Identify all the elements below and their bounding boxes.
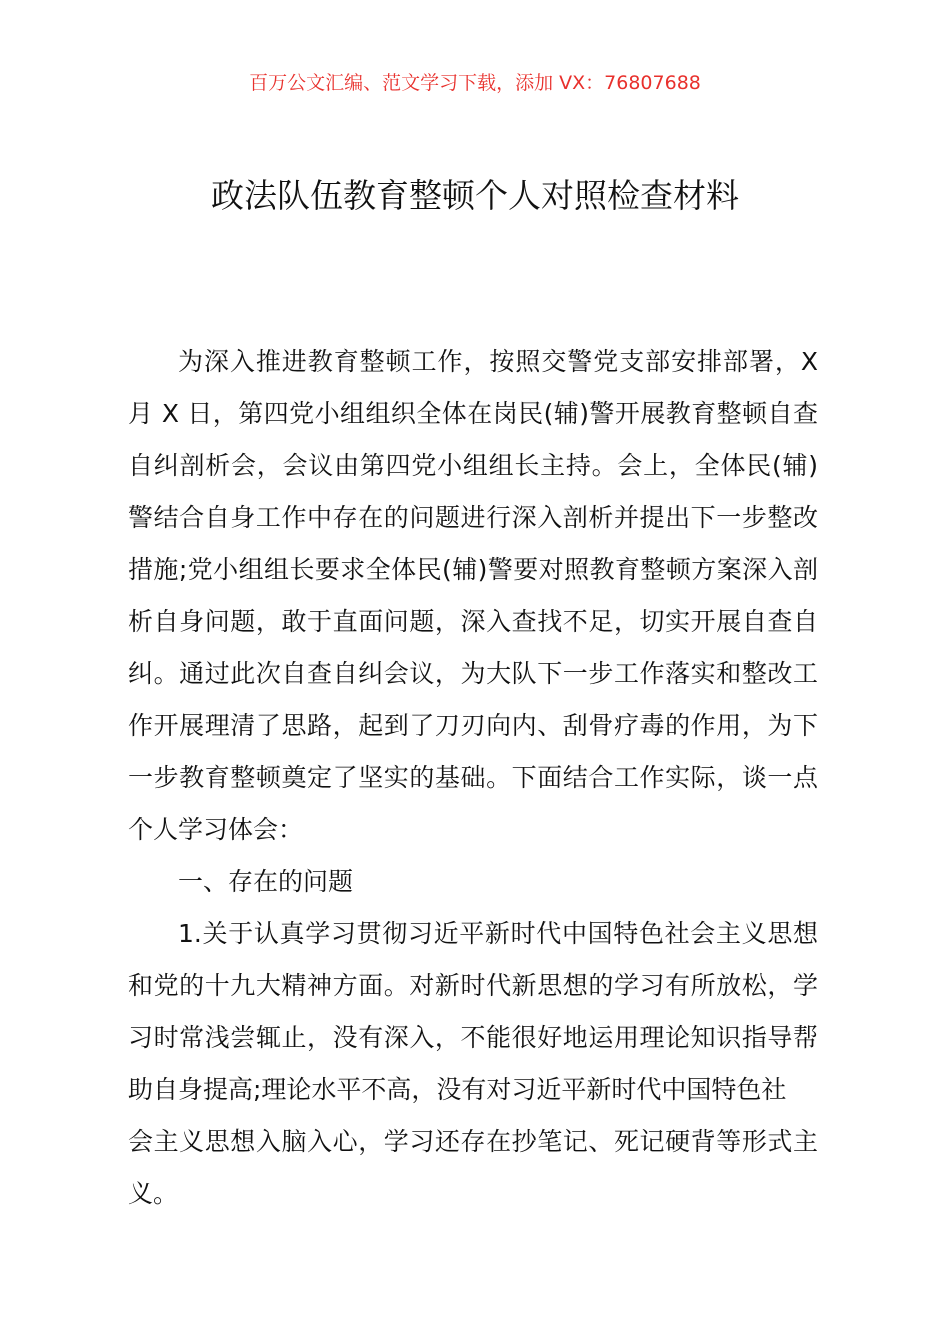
watermark-header: 百万公文汇编、范文学习下载，添加 VX：76807688: [249, 72, 701, 94]
body-line: 作开展理清了思路，起到了刀刃向内、刮骨疗毒的作用，为下: [128, 711, 818, 740]
body-line: 个人学习体会：: [128, 815, 304, 844]
body-line: 义。: [128, 1179, 179, 1208]
body-line: 析自身问题，敢于直面问题，深入查找不足，切实开展自查自: [128, 607, 818, 636]
body-line: 警结合自身工作中存在的问题进行深入剖析并提出下一步整改: [128, 503, 818, 532]
body-line: 和党的十九大精神方面。对新时代新思想的学习有所放松，学: [128, 971, 818, 1000]
body-line: 自纠剖析会，会议由第四党小组组长主持。会上，全体民(辅): [128, 451, 818, 480]
body-line: 一步教育整顿奠定了坚实的基础。下面结合工作实际，谈一点: [128, 763, 818, 792]
body-line: 习时常浅尝辄止，没有深入，不能很好地运用理论知识指导帮: [128, 1023, 818, 1052]
body-line: 1.关于认真学习贯彻习近平新时代中国特色社会主义思想: [178, 919, 818, 948]
document-body: [128, 340, 818, 1224]
section-heading: 一、存在的问题: [178, 867, 354, 896]
body-line: 月 X 日，第四党小组组织全体在岗民(辅)警开展教育整顿自查: [128, 399, 818, 428]
body-line: 为深入推进教育整顿工作，按照交警党支部安排部署，X: [178, 347, 818, 376]
document-title: 政法队伍教育整顿个人对照检查材料: [211, 176, 739, 215]
body-line: 措施;党小组组长要求全体民(辅)警要对照教育整顿方案深入剖: [128, 555, 818, 584]
body-line: 会主义思想入脑入心，学习还存在抄笔记、死记硬背等形式主: [128, 1127, 818, 1156]
body-line: 助自身提高;理论水平不高，没有对习近平新时代中国特色社: [128, 1075, 787, 1104]
body-line: 纠。通过此次自查自纠会议，为大队下一步工作落实和整改工: [128, 659, 818, 688]
